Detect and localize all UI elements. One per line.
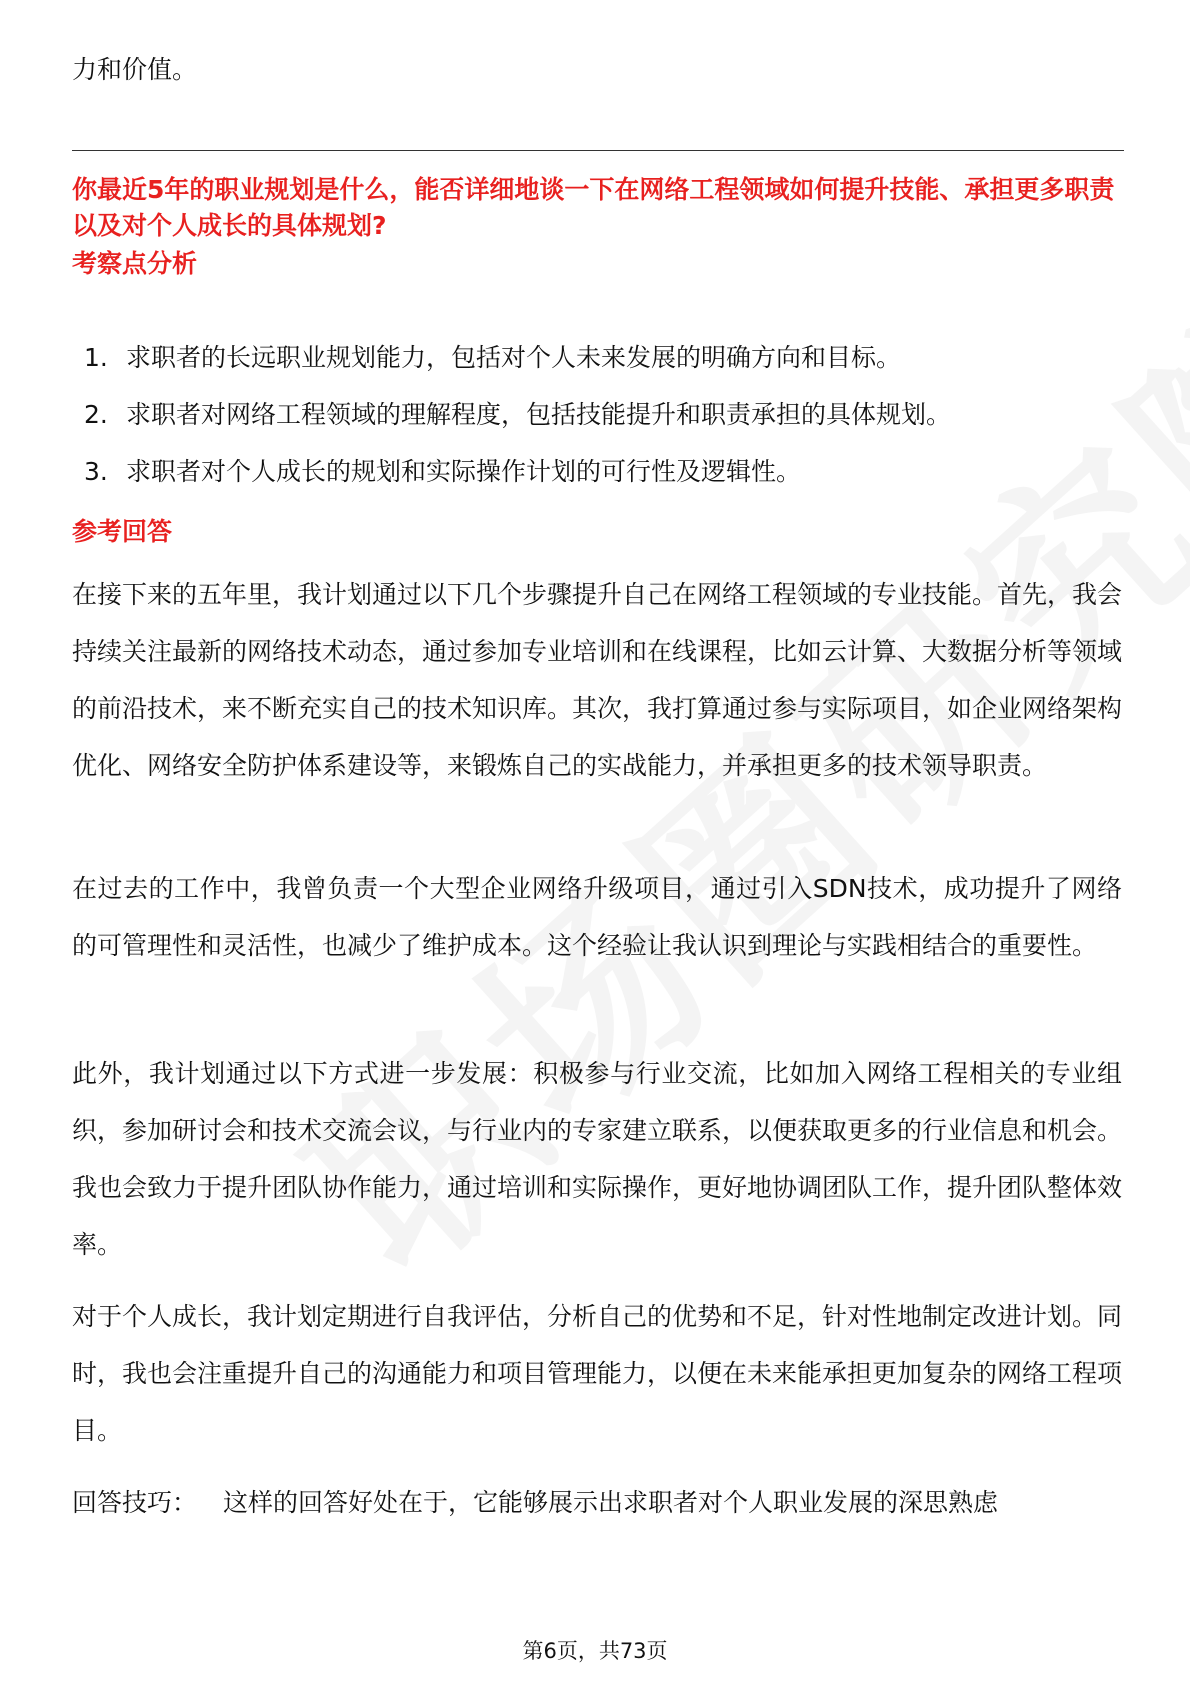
- list-item: [84, 395, 951, 452]
- answer-tips: [72, 1474, 1122, 1531]
- answer-paragraph: 此外，我计划通过以下方式进一步发展：积极参与行业交流，比如加入网络工程相关的专业组织，参加研讨会和技术交流会议，与行业内的专家建立联系，以便获取更多的行业信息和机会。我也会致力于提升团队协作能力，通过培训和实际操作，更好地协调团队工作，提升团队整体效率。: [72, 1059, 1123, 1259]
- list-text: 求职者对个人成长的规划和实际操作计划的可行性及逻辑性。: [126, 457, 802, 486]
- tips-label: 回答技巧：: [72, 1488, 198, 1517]
- list-item: [84, 452, 951, 509]
- section-divider: [72, 150, 1124, 151]
- answer-heading: 参考回答: [72, 517, 173, 546]
- answer-paragraph: 在接下来的五年里，我计划通过以下几个步骤提升自己在网络工程领域的专业技能。首先，我会持续关注最新的网络技术动态，通过参加专业培训和在线课程，比如云计算、大数据分析等领域的前沿技术，来不断充实自己的技术知识库。其次，我打算通过参与实际项目，如企业网络架构优化、网络安全防护体系建设等，来锻炼自己的实战能力，并承担更多的技术领导职责。: [72, 580, 1123, 780]
- tips-text: 这样的回答好处在于，它能够展示出求职者对个人职业发展的深思熟虑: [223, 1488, 999, 1517]
- list-number: 3.: [84, 457, 108, 486]
- page-number: 第6页，共73页: [522, 1639, 668, 1663]
- interview-question: 你最近5年的职业规划是什么，能否详细地谈一下在网络工程领域如何提升技能、承担更多职责以及对个人成长的具体规划?: [72, 175, 1115, 240]
- list-text: 求职者的长远职业规划能力，包括对个人未来发展的明确方向和目标。: [126, 343, 902, 372]
- list-text: 求职者对网络工程领域的理解程度，包括技能提升和职责承担的具体规划。: [126, 400, 952, 429]
- list-number: 1.: [84, 343, 108, 372]
- list-item: [84, 338, 951, 395]
- analysis-list: [84, 338, 951, 509]
- answer-paragraph: 在过去的工作中，我曾负责一个大型企业网络升级项目，通过引入SDN技术，成功提升了网络的可管理性和灵活性，也减少了维护成本。这个经验让我认识到理论与实践相结合的重要性。: [72, 874, 1122, 960]
- list-number: 2.: [84, 400, 108, 429]
- continuation-text: 力和价值。: [72, 55, 198, 84]
- analysis-heading: 考察点分析: [72, 249, 198, 278]
- answer-paragraph: 对于个人成长，我计划定期进行自我评估，分析自己的优势和不足，针对性地制定改进计划。同时，我也会注重提升自己的沟通能力和项目管理能力，以便在未来能承担更加复杂的网络工程项目。: [72, 1302, 1123, 1445]
